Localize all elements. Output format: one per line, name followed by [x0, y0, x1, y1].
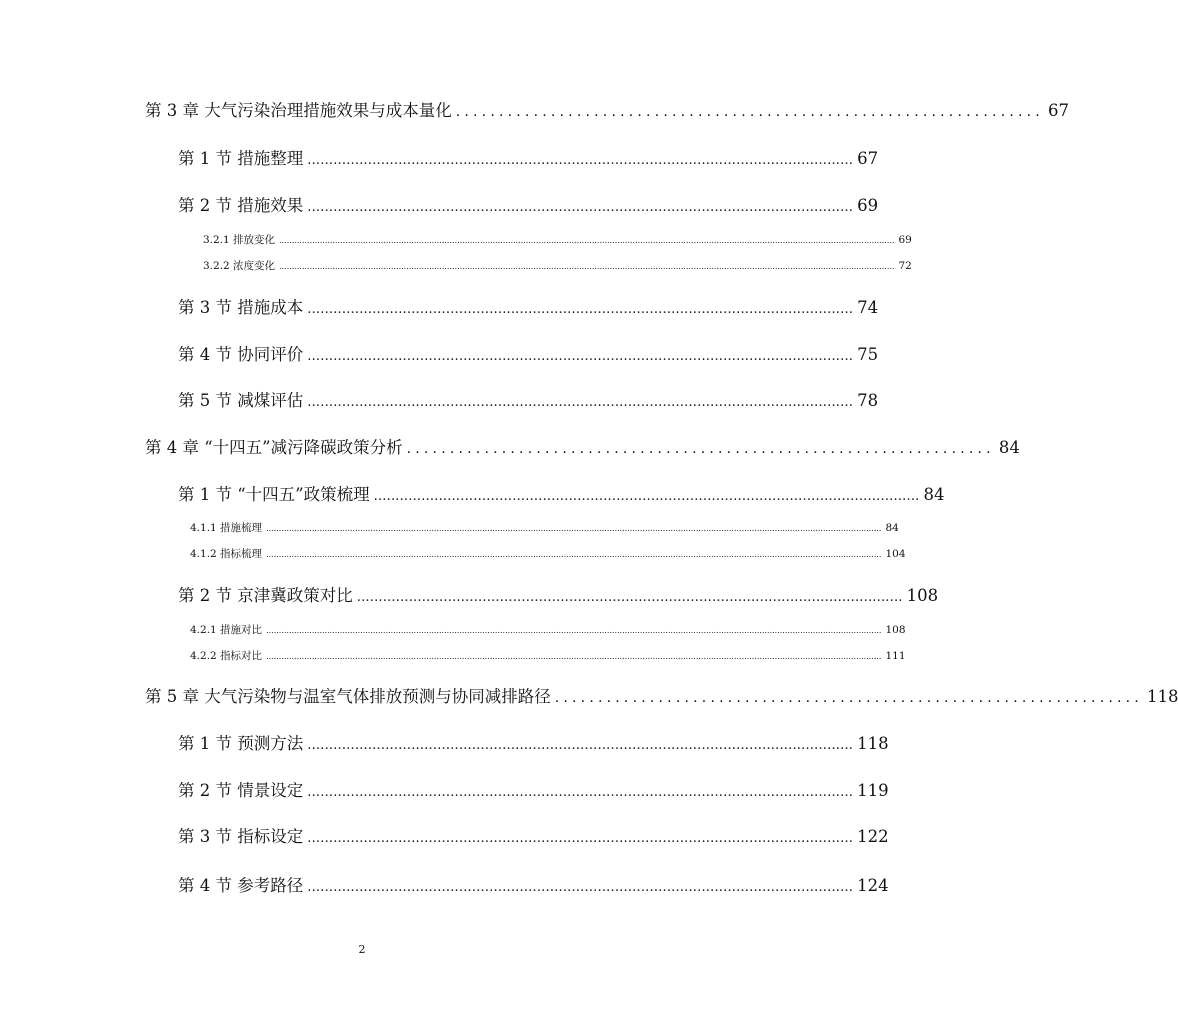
- toc-entry-chapter-4[interactable]: [145, 434, 1020, 458]
- dot-leader: ..............................................................................................................................: [307, 880, 854, 895]
- dot-leader: ....................................................................: [554, 690, 1143, 706]
- toc-entry-page: 78: [857, 391, 879, 410]
- dot-leader: ....................................................................: [455, 104, 1044, 120]
- toc-entry-page: 69: [898, 234, 912, 246]
- toc-entry-title: 4.1.2 指标梳理: [190, 548, 263, 560]
- toc-entry-page: 75: [857, 345, 879, 364]
- toc-entry-title: 第 1 节 措施整理: [178, 149, 304, 168]
- toc-entry-chapter-5[interactable]: [145, 683, 1178, 707]
- toc-entry-title: 4.2.1 措施对比: [190, 624, 263, 636]
- toc-entry-page: 84: [998, 438, 1020, 457]
- toc-entry-title: 第 3 节 指标设定: [178, 827, 304, 846]
- toc-entry-page: 118: [857, 734, 889, 753]
- toc-entry-title: 第 4 章 “十四五”减污降碳政策分析: [145, 438, 403, 457]
- toc-entry-title: 第 4 节 参考路径: [178, 876, 304, 895]
- toc-entry-title: 第 3 节 措施成本: [178, 298, 304, 317]
- toc-entry-subsection[interactable]: [190, 546, 906, 561]
- toc-entry-title: 第 5 章 大气污染物与温室气体排放预测与协同减排路径: [145, 687, 551, 706]
- dot-leader: ..................................................................................................................................................................................................................................................: [266, 652, 882, 661]
- toc-entry-section[interactable]: [178, 145, 879, 169]
- toc-entry-section[interactable]: [178, 387, 879, 411]
- toc-entry-section[interactable]: [178, 582, 939, 606]
- toc-entry-page: 108: [885, 624, 906, 636]
- toc-entry-subsection[interactable]: [203, 232, 912, 247]
- toc-entry-subsection[interactable]: [190, 622, 906, 637]
- dot-leader: ..............................................................................................................................: [307, 395, 854, 410]
- toc-entry-section[interactable]: [178, 192, 879, 216]
- toc-entry-page: 69: [857, 196, 879, 215]
- toc-entry-chapter-3[interactable]: [145, 97, 1069, 121]
- toc-entry-page: 122: [857, 827, 889, 846]
- dot-leader: ..............................................................................................................................: [356, 590, 903, 605]
- dot-leader: ..............................................................................................................................: [307, 200, 854, 215]
- toc-entry-page: 119: [857, 781, 889, 800]
- dot-leader: ..............................................................................................................................: [307, 785, 854, 800]
- dot-leader: ....................................................................: [406, 441, 995, 457]
- toc-entry-title: 4.1.1 措施梳理: [190, 522, 263, 534]
- toc-entry-section[interactable]: [178, 294, 879, 318]
- toc-entry-section[interactable]: [178, 481, 945, 505]
- toc-entry-section[interactable]: [178, 730, 889, 754]
- dot-leader: ..................................................................................................................................................................................................................................................: [279, 262, 895, 271]
- dot-leader: ..............................................................................................................................: [373, 489, 920, 504]
- toc-entry-title: 第 2 节 京津冀政策对比: [178, 586, 353, 605]
- toc-entry-page: 67: [857, 149, 879, 168]
- toc-entry-page: 104: [885, 548, 906, 560]
- toc-entry-subsection[interactable]: [203, 258, 912, 273]
- toc-entry-title: 3.2.1 排放变化: [203, 234, 276, 246]
- dot-leader: ..................................................................................................................................................................................................................................................: [266, 550, 882, 559]
- toc-entry-section[interactable]: [178, 872, 889, 896]
- toc-entry-title: 4.2.2 指标对比: [190, 650, 263, 662]
- toc-entry-title: 第 3 章 大气污染治理措施效果与成本量化: [145, 101, 452, 120]
- toc-entry-section[interactable]: [178, 823, 889, 847]
- toc-entry-title: 第 4 节 协同评价: [178, 345, 304, 364]
- toc-entry-page: 108: [906, 586, 939, 605]
- dot-leader: ..................................................................................................................................................................................................................................................: [266, 626, 882, 635]
- toc-entry-page: 111: [885, 650, 906, 662]
- toc-entry-title: 3.2.2 浓度变化: [203, 260, 276, 272]
- toc-entry-title: 第 2 节 情景设定: [178, 781, 304, 800]
- toc-entry-page: 67: [1047, 101, 1069, 120]
- toc-entry-page: 84: [923, 485, 945, 504]
- toc-entry-page: 124: [857, 876, 889, 895]
- toc-entry-subsection[interactable]: [190, 520, 899, 535]
- dot-leader: ..............................................................................................................................: [307, 302, 854, 317]
- page-number: 2: [358, 943, 366, 956]
- dot-leader: ..............................................................................................................................: [307, 349, 854, 364]
- toc-entry-title: 第 5 节 减煤评估: [178, 391, 304, 410]
- toc-entry-subsection[interactable]: [190, 648, 906, 663]
- toc-entry-title: 第 1 节 “十四五”政策梳理: [178, 485, 370, 504]
- toc-entry-section[interactable]: [178, 777, 889, 801]
- dot-leader: ..................................................................................................................................................................................................................................................: [266, 524, 882, 533]
- dot-leader: ..................................................................................................................................................................................................................................................: [279, 236, 895, 245]
- dot-leader: ..............................................................................................................................: [307, 831, 854, 846]
- toc-entry-page: 72: [898, 260, 912, 272]
- toc-entry-page: 74: [857, 298, 879, 317]
- toc-entry-page: 84: [885, 522, 899, 534]
- toc-entry-title: 第 2 节 措施效果: [178, 196, 304, 215]
- toc-entry-section[interactable]: [178, 341, 879, 365]
- toc-entry-page: 118: [1146, 687, 1178, 706]
- toc-entry-title: 第 1 节 预测方法: [178, 734, 304, 753]
- dot-leader: ..............................................................................................................................: [307, 153, 854, 168]
- dot-leader: ..............................................................................................................................: [307, 738, 854, 753]
